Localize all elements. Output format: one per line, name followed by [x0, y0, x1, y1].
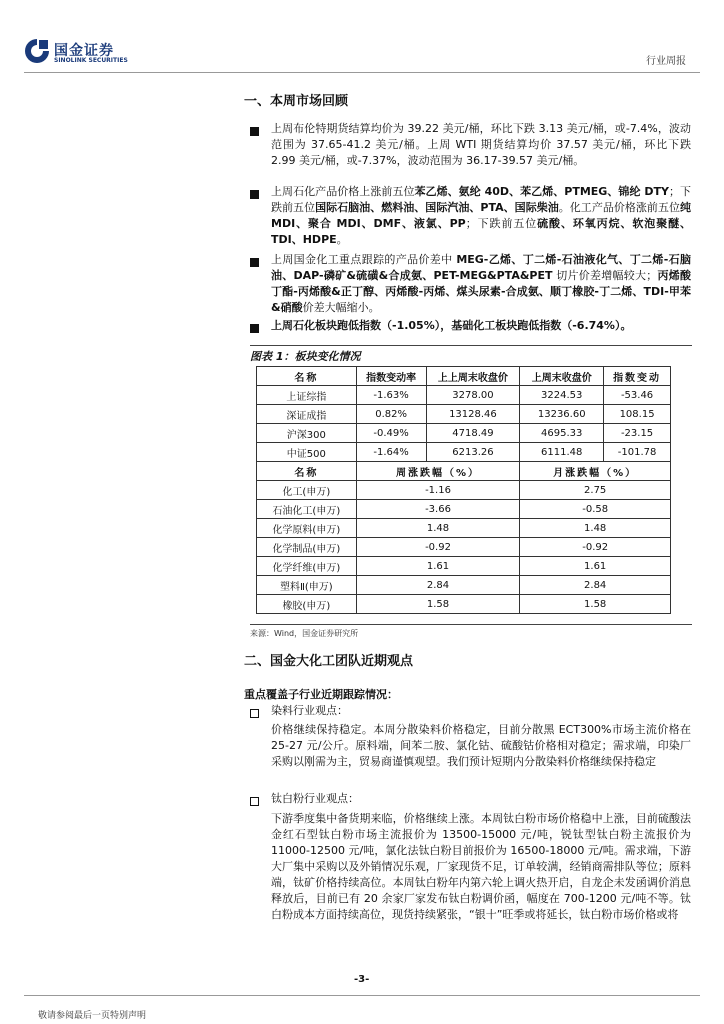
bullet-icon — [250, 190, 259, 199]
cell-value: -101.78 — [604, 443, 671, 462]
cell-value: 13236.60 — [520, 405, 604, 424]
caption-top-rule — [250, 345, 692, 346]
section-title-team-views: 二、国金大化工团队近期观点 — [244, 654, 414, 669]
cell-value: 1.58 — [520, 595, 671, 614]
dye-industry-text: 价格继续保持稳定。本周分散染料价格稳定，目前分散黑 ECT300%市场主流价格在 25-27 元/公斤。原料端，间苯二胺、氯化钴、硫酸钴价格相对稳定；需求端，印染厂采购以刚需为主，贸易商谨慎观望。我们预计短期内分散染料价格继续保持稳定 — [271, 723, 691, 768]
paragraph-index-performance: 上周石化板块跑低指数（-1.05%），基础化工板块跑低指数（-6.74%）。 — [271, 319, 632, 332]
cell-name: 化工(申万) — [257, 481, 357, 500]
paragraph-oil-prices: 上周布伦特期货结算均价为 39.22 美元/桶，环比下跌 3.13 美元/桶，或-7.4%，波动范围为 37.65-41.2 美元/桶。上周 WTI 期货结算均价 37.57 美元/桶，环比下跌 2.99 美元/桶，或-7.37%，波动范围为 36.17-39.57 美元/桶。 — [271, 122, 691, 167]
cell-name: 中证500 — [257, 443, 357, 462]
cell-value: -3.66 — [356, 500, 520, 519]
section-title-market-review: 一、本周市场回顾 — [244, 94, 349, 109]
col-header: 月涨跌幅（%） — [520, 462, 671, 481]
cell-value: -53.46 — [604, 386, 671, 405]
dye-industry-title: 染料行业观点： — [271, 704, 348, 717]
cell-value: -0.92 — [356, 538, 520, 557]
company-name-cn: 国金证券 — [54, 43, 114, 59]
hollow-bullet-icon — [250, 797, 259, 806]
cell-value: -1.64% — [356, 443, 426, 462]
report-type: 行业周报 — [646, 56, 686, 67]
table-header-row — [257, 367, 671, 386]
cell-value: 1.61 — [520, 557, 671, 576]
cell-value: 6213.26 — [426, 443, 520, 462]
cell-value: 6111.48 — [520, 443, 604, 462]
bullet-icon — [250, 127, 259, 136]
col-header: 上上周末收盘价 — [426, 367, 520, 386]
cell-value: 108.15 — [604, 405, 671, 424]
table-row — [257, 424, 671, 443]
cell-value: 4718.49 — [426, 424, 520, 443]
cell-name: 塑料Ⅱ(申万) — [257, 576, 357, 595]
company-logo — [24, 38, 134, 68]
hollow-bullet-icon — [250, 709, 259, 718]
table-row — [257, 405, 671, 424]
col-header: 指数变动率 — [356, 367, 426, 386]
cell-value: 1.61 — [356, 557, 520, 576]
table-row — [257, 595, 671, 614]
col-header: 周涨跌幅（%） — [356, 462, 520, 481]
cell-value: -23.15 — [604, 424, 671, 443]
col-header: 名称 — [257, 367, 357, 386]
cell-value: 1.48 — [520, 519, 671, 538]
titanium-industry-title: 钛白粉行业观点： — [271, 792, 359, 805]
table-row — [257, 519, 671, 538]
cell-name: 沪深300 — [257, 424, 357, 443]
coverage-subheading: 重点覆盖子行业近期跟踪情况： — [244, 688, 398, 701]
cell-value: 2.84 — [356, 576, 520, 595]
cell-name: 化学制品(申万) — [257, 538, 357, 557]
cell-value: 1.48 — [356, 519, 520, 538]
cell-value: -0.49% — [356, 424, 426, 443]
table-row — [257, 538, 671, 557]
table-row — [257, 386, 671, 405]
table-row — [257, 500, 671, 519]
company-name-en: SINOLINK SECURITIES — [54, 57, 128, 64]
table-header-row — [257, 462, 671, 481]
cell-value: 2.75 — [520, 481, 671, 500]
header-divider — [24, 72, 700, 73]
cell-value: 3224.53 — [520, 386, 604, 405]
sinolink-logo-icon — [24, 38, 50, 64]
cell-value: -0.92 — [520, 538, 671, 557]
col-header: 名称 — [257, 462, 357, 481]
paragraph-spreads: 上周国金化工重点跟踪的产品价差中 MEG-乙烯、丁二烯-石油液化气、丁二烯-石脑油、DAP-磷矿&硫磺&合成氨、PET-MEG&PTA&PET 切片价差增幅较大；丙烯酸丁酯-丙烯酸&正丁醇、丙烯酸-丙烯、煤头尿素-合成氨、顺丁橡胶-丁二烯、TDI-甲苯&硝酸价差大幅缩小。 — [271, 253, 692, 314]
cell-value: 2.84 — [520, 576, 671, 595]
cell-name: 橡胶(申万) — [257, 595, 357, 614]
table-row — [257, 557, 671, 576]
cell-value: 3278.00 — [426, 386, 520, 405]
bullet-icon — [250, 258, 259, 267]
footer-divider — [24, 995, 700, 996]
disclaimer-note: 敬请参阅最后一页特别声明 — [38, 1011, 147, 1021]
table-bottom-rule — [250, 624, 692, 625]
cell-name: 石油化工(申万) — [257, 500, 357, 519]
cell-name: 上证综指 — [257, 386, 357, 405]
table-row — [257, 443, 671, 462]
cell-name: 化学原料(申万) — [257, 519, 357, 538]
paragraph-petrochem-prices: 上周石化产品价格上涨前五位苯乙烯、氨纶 40D、苯乙烯、PTMEG、锦纶 DTY；下跌前五位国际石脑油、燃料油、国际汽油、PTA、国际柴油。化工产品价格涨前五位纯 MDI、聚合 MDI、DMF、液氯、PP；下跌前五位硫酸、环氧丙烷、软泡聚醚、TDI、HDPE。 — [271, 185, 692, 246]
table-row — [257, 481, 671, 500]
sector-change-table — [256, 366, 671, 614]
cell-value: 0.82% — [356, 405, 426, 424]
col-header: 指数变动 — [604, 367, 671, 386]
table-source: 来源：Wind，国金证券研究所 — [250, 629, 359, 638]
cell-value: -1.16 — [356, 481, 520, 500]
cell-value: -1.63% — [356, 386, 426, 405]
cell-value: -0.58 — [520, 500, 671, 519]
cell-value: 1.58 — [356, 595, 520, 614]
bullet-icon — [250, 324, 259, 333]
table-caption: 图表 1：板块变化情况 — [250, 350, 361, 363]
cell-value: 4695.33 — [520, 424, 604, 443]
cell-value: 13128.46 — [426, 405, 520, 424]
col-header: 上周末收盘价 — [520, 367, 604, 386]
page-number: -3- — [354, 974, 370, 985]
table-row — [257, 576, 671, 595]
titanium-industry-text: 下游季度集中备货期来临，价格继续上涨。本周钛白粉市场价格稳中上涨，目前硫酸法金红石型钛白粉市场主流报价为 13500-15000 元/吨，锐钛型钛白粉主流报价为 11000-12500 元/吨，氯化法钛白粉目前报价为 16500-18000 元/吨。需求端，下游大厂集中采购以及外销情况乐观，厂家现货不足，订单较满，经销商需排队等位；原料端，钛矿价格持续高位。本周钛白粉年内第六轮上调火热开启，自龙企未发函调价消息释放后，目前已有 20 余家厂家发布钛白粉调价函，幅度在 700-1200 元/吨不等。钛白粉成本方面持续高位，现货持续紧张，“银十”旺季或将延长，钛白粉市场价格或将 — [271, 812, 691, 921]
cell-name: 化学纤维(申万) — [257, 557, 357, 576]
cell-name: 深证成指 — [257, 405, 357, 424]
